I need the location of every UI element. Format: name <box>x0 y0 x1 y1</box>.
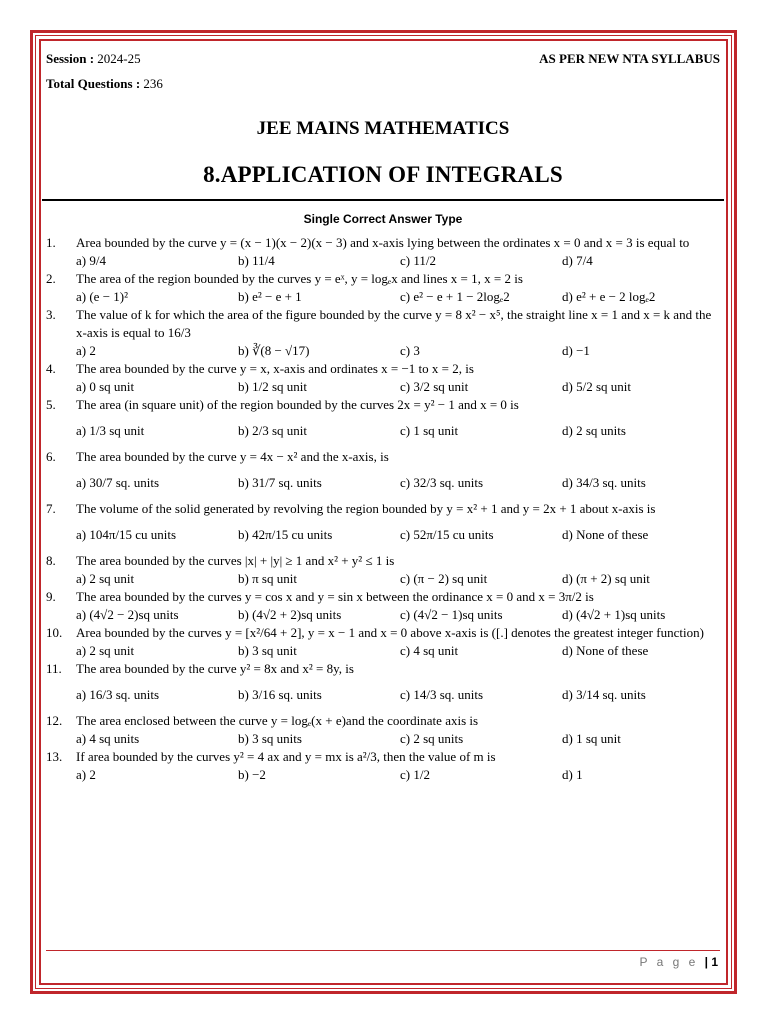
question-row <box>46 712 720 730</box>
answer-option[interactable]: d) None of these <box>562 643 649 658</box>
answer-option[interactable]: c) 11/2 <box>400 253 436 268</box>
question-item <box>46 748 720 784</box>
answer-option[interactable]: b) (4√2 + 2)sq units <box>238 607 342 622</box>
answer-option[interactable]: a) 16/3 sq. units <box>76 687 160 702</box>
question-number: 8. <box>46 553 56 568</box>
question-text: If area bounded by the curves y² = 4 ax and y = mx is a²/3, then the value of m is <box>76 749 496 764</box>
answer-option[interactable]: b) 3 sq units <box>238 731 302 746</box>
question-row <box>46 448 720 466</box>
section-heading: Single Correct Answer Type <box>303 212 463 226</box>
chapter-title: 8.APPLICATION OF INTEGRALS <box>203 162 563 187</box>
question-row <box>46 396 720 414</box>
answer-option[interactable]: b) 11/4 <box>238 253 275 268</box>
answer-option[interactable]: d) 34/3 sq. units <box>562 475 646 490</box>
question-item <box>46 234 720 270</box>
answer-option[interactable]: c) 3/2 sq unit <box>400 379 469 394</box>
question-number: 2. <box>46 271 56 286</box>
question-item <box>46 306 720 360</box>
question-text: The area bounded by the curve y = x, x-axis and ordinates x = −1 to x = 2, is <box>76 361 474 376</box>
question-number: 7. <box>46 501 56 516</box>
answer-option[interactable]: a) (4√2 − 2)sq units <box>76 607 179 622</box>
answer-option[interactable]: c) 1/2 <box>400 767 430 782</box>
title-divider <box>42 199 724 201</box>
question-item <box>46 360 720 396</box>
page-content <box>46 46 720 784</box>
options-row <box>46 342 720 360</box>
question-number: 11. <box>46 661 62 676</box>
question-number: 5. <box>46 397 56 412</box>
answer-option[interactable]: c) e² − e + 1 − 2logₑ2 <box>400 289 510 304</box>
answer-option[interactable]: d) 5/2 sq unit <box>562 379 631 394</box>
answer-option[interactable]: a) (e − 1)² <box>76 289 129 304</box>
answer-option[interactable]: a) 2 <box>76 767 96 782</box>
question-item <box>46 588 720 624</box>
answer-option[interactable]: a) 0 sq unit <box>76 379 135 394</box>
answer-option[interactable]: c) 1 sq unit <box>400 423 459 438</box>
answer-option[interactable]: b) 42π/15 cu units <box>238 527 333 542</box>
question-text: Area bounded by the curves y = [x²/64 + 2], y = x − 1 and x = 0 above x-axis is ([.] denotes the greatest integer function) <box>76 625 704 640</box>
answer-option[interactable]: d) (4√2 + 1)sq units <box>562 607 666 622</box>
answer-option[interactable]: d) (π + 2) sq unit <box>562 571 650 586</box>
answer-option[interactable]: c) 32/3 sq. units <box>400 475 484 490</box>
answer-option[interactable]: b) −2 <box>238 767 266 782</box>
document-title: JEE MAINS MATHEMATICS <box>256 118 510 139</box>
options-row <box>46 678 720 712</box>
header-row-1 <box>46 46 720 71</box>
question-item <box>46 270 720 306</box>
header-row-2 <box>46 71 720 96</box>
answer-option[interactable]: b) 2/3 sq unit <box>238 423 307 438</box>
question-item <box>46 660 720 712</box>
question-row <box>46 552 720 570</box>
answer-option[interactable]: b) e² − e + 1 <box>238 289 302 304</box>
question-number: 3. <box>46 307 56 322</box>
question-number: 13. <box>46 749 63 764</box>
answer-option[interactable]: c) 3 <box>400 343 420 358</box>
answer-option[interactable]: d) −1 <box>562 343 590 358</box>
question-text: The area of the region bounded by the curves y = eˣ, y = logₑx and lines x = 1, x = 2 is <box>76 271 523 286</box>
question-number: 1. <box>46 235 56 250</box>
question-text: The volume of the solid generated by revolving the region bounded by y = x² + 1 and y = 2x + 1 about x-axis is <box>76 501 656 516</box>
answer-option[interactable]: d) 1 sq unit <box>562 731 621 746</box>
question-number: 6. <box>46 449 56 464</box>
answer-option[interactable]: d) 2 sq units <box>562 423 626 438</box>
footer-divider <box>46 950 720 951</box>
question-row <box>46 748 720 766</box>
answer-option[interactable]: a) 104π/15 cu units <box>76 527 177 542</box>
options-row <box>46 642 720 660</box>
question-row <box>46 624 720 642</box>
question-item <box>46 396 720 448</box>
answer-option[interactable]: a) 4 sq units <box>76 731 140 746</box>
options-row <box>46 570 720 588</box>
question-text: The area enclosed between the curve y = logₑ(x + e)and the coordinate axis is <box>76 713 479 728</box>
question-number: 9. <box>46 589 56 604</box>
question-item <box>46 552 720 588</box>
question-list <box>46 234 720 784</box>
answer-option[interactable]: b) π sq unit <box>238 571 297 586</box>
syllabus-label: AS PER NEW NTA SYLLABUS <box>539 51 720 66</box>
options-row <box>46 378 720 396</box>
answer-option[interactable]: b) 31/7 sq. units <box>238 475 322 490</box>
question-row <box>46 660 720 678</box>
answer-option[interactable]: d) None of these <box>562 527 649 542</box>
answer-option[interactable]: b) 1/2 sq unit <box>238 379 307 394</box>
options-row <box>46 252 720 270</box>
answer-option[interactable]: d) 1 <box>562 767 583 782</box>
answer-option[interactable]: a) 30/7 sq. units <box>76 475 160 490</box>
question-text: The area bounded by the curve y = 4x − x² and the x-axis, is <box>76 449 389 464</box>
options-row <box>46 466 720 500</box>
answer-option[interactable]: a) 1/3 sq unit <box>76 423 145 438</box>
question-row <box>46 500 720 518</box>
answer-option[interactable]: a) 2 sq unit <box>76 643 135 658</box>
question-number: 10. <box>46 625 63 640</box>
options-row <box>46 288 720 306</box>
answer-option[interactable]: d) e² + e − 2 logₑ2 <box>562 289 656 304</box>
answer-option[interactable]: a) 2 sq unit <box>76 571 135 586</box>
question-number: 12. <box>46 713 63 728</box>
question-item <box>46 500 720 552</box>
options-row <box>46 730 720 748</box>
answer-option[interactable]: c) (π − 2) sq unit <box>400 571 488 586</box>
answer-option[interactable]: a) 2 <box>76 343 96 358</box>
question-text: The area (in square unit) of the region bounded by the curves 2x = y² − 1 and x = 0 is <box>76 397 519 412</box>
question-row <box>46 270 720 288</box>
answer-option[interactable]: b) 3 sq unit <box>238 643 297 658</box>
question-row <box>46 234 720 252</box>
question-item <box>46 712 720 748</box>
answer-option[interactable]: b) ∛(8 − √17) <box>238 343 310 358</box>
question-number: 4. <box>46 361 56 376</box>
question-row <box>46 306 720 342</box>
question-text: Area bounded by the curve y = (x − 1)(x − 2)(x − 3) and x-axis lying between the ordinates x = 0 and x = 3 is equal to <box>76 235 690 250</box>
options-row <box>46 766 720 784</box>
answer-option[interactable]: a) 9/4 <box>76 253 106 268</box>
question-item <box>46 624 720 660</box>
options-row <box>46 518 720 552</box>
question-text: The value of k for which the area of the figure bounded by the curve y = 8 x² − x⁵, the straight line x = 1 and x = k and the x-axis is equal to 16/3 <box>76 307 712 340</box>
question-text: The area bounded by the curves y = cos x and y = sin x between the ordinance x = 0 and x = 3π/2 is <box>76 589 594 604</box>
question-text: The area bounded by the curve y² = 8x and x² = 8y, is <box>76 661 354 676</box>
total-questions: Total Questions : 236 <box>46 76 163 91</box>
options-row <box>46 606 720 624</box>
question-row <box>46 588 720 606</box>
answer-option[interactable]: c) 14/3 sq. units <box>400 687 484 702</box>
answer-option[interactable]: c) 2 sq units <box>400 731 464 746</box>
answer-option[interactable]: d) 7/4 <box>562 253 593 268</box>
answer-option[interactable]: c) 52π/15 cu units <box>400 527 494 542</box>
options-row <box>46 414 720 448</box>
session-info: Session : 2024-25 <box>46 51 141 66</box>
answer-option[interactable]: b) 3/16 sq. units <box>238 687 322 702</box>
question-text: The area bounded by the curves |x| + |y| ≥ 1 and x² + y² ≤ 1 is <box>76 553 395 568</box>
question-row <box>46 360 720 378</box>
answer-option[interactable]: c) 4 sq unit <box>400 643 459 658</box>
answer-option[interactable]: c) (4√2 − 1)sq units <box>400 607 503 622</box>
question-item <box>46 448 720 500</box>
page-footer: P a g e | 1 <box>639 955 718 969</box>
answer-option[interactable]: d) 3/14 sq. units <box>562 687 646 702</box>
